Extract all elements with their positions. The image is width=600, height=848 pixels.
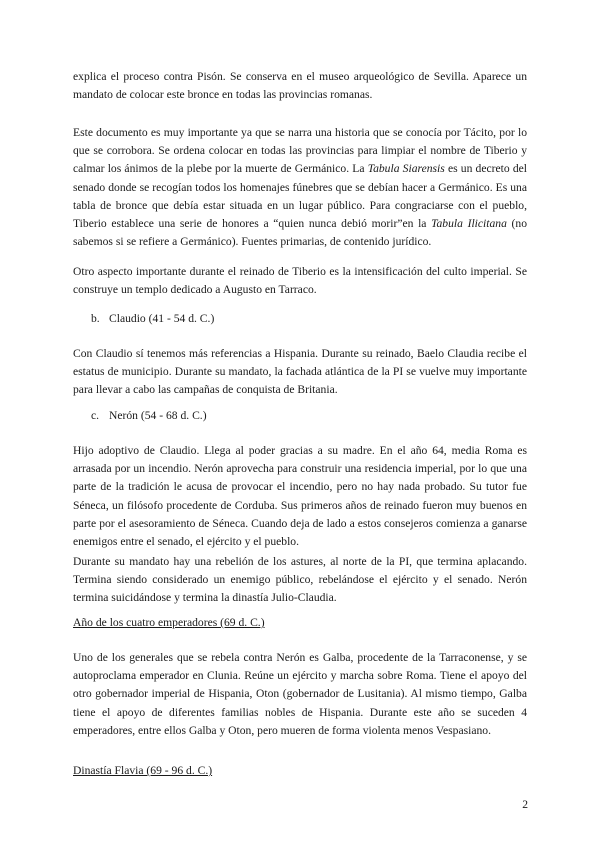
list-marker: b. bbox=[91, 312, 100, 325]
paragraph-claudio: Con Claudio sí tenemos más referencias a Hispania. Durante su reinado, Baelo Claudia recibe el estatus de municipio. Durante su mandato, la fachada atlántica de la PI se vuelve muy importante para llevar a cabo las campañas de conquista de Britania. bbox=[73, 347, 527, 397]
italic-term-tabula-siarensis: Tabula Siarensis bbox=[367, 162, 445, 176]
italic-term-tabula-ilicitana: Tabula Ilicitana bbox=[431, 217, 507, 231]
paragraph-rebelion-astures: Durante su mandato hay una rebelión de los astures, al norte de la PI, que termina aplacando. Termina siendo considerado un enemigo público, rebelándose el ejército y el senado. Nerón termina suicidándose y termina la dinastía Julio-Claudia. bbox=[73, 555, 527, 605]
list-item-label: Claudio (41 - 54 d. C.) bbox=[109, 312, 215, 325]
list-marker: c. bbox=[91, 409, 100, 422]
page-number: 2 bbox=[522, 798, 528, 811]
paragraph-neron: Hijo adoptivo de Claudio. Llega al poder gracias a su madre. En el año 64, media Roma es arrasada por un incendio. Nerón aprovecha para construir una residencia imperial, por lo que una parte de la tradición le acusa de provocar el incendio, pero no hay nada probado. Su tutor fue Séneca, un filósofo procedente de Corduba. Sus primeros años de reinado fueron muy buenos en parte por el asesoramiento de Séneca. Cuando deja de lado a estos consejeros comienza a ganarse enemigos entre el senado, el ejército y el pueblo. bbox=[73, 444, 527, 549]
list-item-label: Nerón (54 - 68 d. C.) bbox=[109, 409, 207, 422]
section-heading-cuatro-emperadores: Año de los cuatro emperadores (69 d. C.) bbox=[73, 616, 265, 629]
paragraph-culto-imperial: Otro aspecto importante durante el reinado de Tiberio es la intensificación del culto imperial. Se construye un templo dedicado a Augusto en Tarraco. bbox=[73, 265, 527, 297]
section-heading-dinastia-flavia: Dinastía Flavia (69 - 96 d. C.) bbox=[73, 764, 213, 777]
list-item-neron bbox=[91, 407, 207, 425]
text-run: Este documento es muy importante ya que se narra una historia que se conocía por Tácito, por lo que se corrobora. Se ordena colocar en todas las provincias para limpiar el nombre de Tiberio y calmar los ánimos de la plebe por la muerte de Germánico. La bbox=[73, 126, 527, 176]
paragraph-tabula-siarensis bbox=[73, 124, 527, 251]
paragraph-pison: explica el proceso contra Pisón. Se conserva en el museo arqueológico de Sevilla. Aparece un mandato de colocar este bronce en todas las provincias romanas. bbox=[73, 70, 527, 102]
list-item-claudio bbox=[91, 310, 214, 328]
paragraph-galba: Uno de los generales que se rebela contra Nerón es Galba, procedente de la Tarraconense, y se autoproclama emperador en Clunia. Reúne un ejército y marcha sobre Roma. Tiene el apoyo del otro gobernador imperial de Hispania, Oton (gobernador de Lusitania). Al mismo tiempo, Galba tiene el apoyo de diferentes familias nobles de Hispania. Durante este año se suceden 4 emperadores, entre ellos Galba y Oton, pero mueren de forma violenta menos Vespasiano. bbox=[73, 651, 527, 737]
text-run: es un decreto del senado donde se recogían todos los homenajes fúnebres que se debían hacer a Germánico. Es una tabla de bronce que debía estar situada en un lugar público. Para congraciarse con el pueblo, Tiberio establece una serie de honores a “quien nunca debió morir”en la bbox=[73, 162, 528, 231]
text-run: (no sabemos si se refiere a Germánico). Fuentes primarias, de contenido jurídico. bbox=[73, 217, 527, 249]
